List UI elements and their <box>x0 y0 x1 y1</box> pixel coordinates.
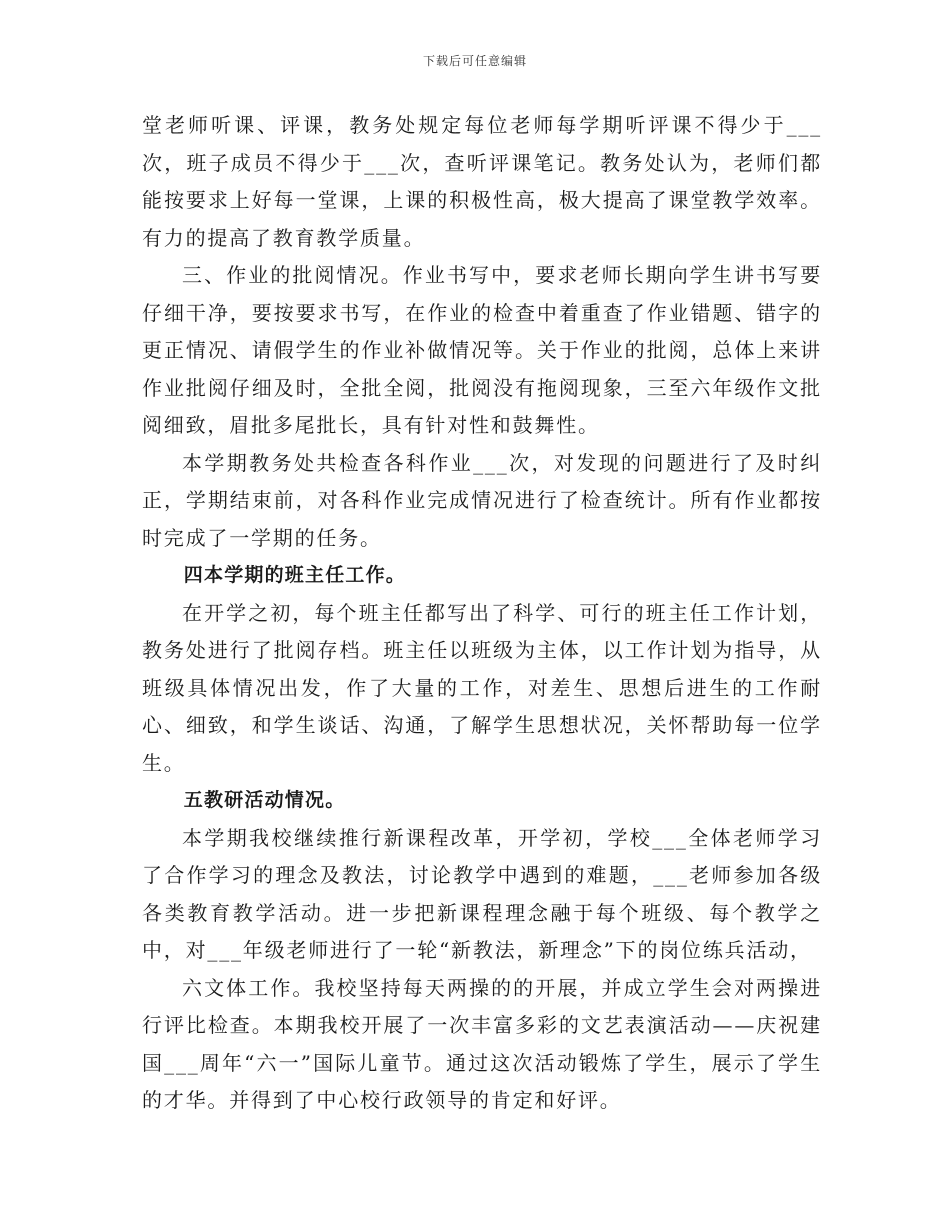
paragraph-lesson-evaluation: 堂老师听课、评课，教务处规定每位老师每学期听评课不得少于___次，班子成员不得少于___次，查听评课笔记。教务处认为，老师们都能按要求上好每一堂课，上课的积极性高，极大提高了课堂教学效率。有力的提高了教育教学质量。 <box>142 113 822 250</box>
section-heading-class-teacher: 四本学期的班主任工作。 <box>183 564 406 586</box>
document-body <box>142 107 822 1120</box>
paragraph-class-teacher-work: 在开学之初，每个班主任都写出了科学、可行的班主任工作计划，教务处进行了批阅存档。班主任以班级为主体，以工作计划为指导，从班级具体情况出发，作了大量的工作，对差生、思想后进生的工作耐心、细致，和学生谈话、沟通，了解学生思想状况，关怀帮助每一位学生。 <box>142 600 822 775</box>
page-header: 下载后可任意编辑 <box>422 54 527 68</box>
section-heading-teaching-research: 五教研活动情况。 <box>183 789 346 811</box>
paragraph-teaching-research: 本学期我校继续推行新课程改革，开学初，学校___全体老师学习了合作学习的理念及教法，讨论教学中遇到的难题，___老师参加各级各类教育教学活动。进一步把新课程理念融于每个班级、每个教学之中，对___年级老师进行了一轮“新教法，新理念”下的岗位练兵活动， <box>142 825 822 962</box>
paragraph-homework-checks: 本学期教务处共检查各科作业___次，对发现的问题进行了及时纠正，学期结束前，对各科作业完成情况进行了检查统计。所有作业都按时完成了一学期的任务。 <box>142 450 822 550</box>
paragraph-homework-marking: 三、作业的批阅情况。作业书写中，要求老师长期向学生讲书写要仔细干净，要按要求书写，在作业的检查中着重查了作业错题、错字的更正情况、请假学生的作业补做情况等。关于作业的批阅，总体上来讲作业批阅仔细及时，全批全阅，批阅没有拖阅现象，三至六年级作文批阅细致，眉批多尾批长，具有针对性和鼓舞性。 <box>142 263 822 437</box>
paragraph-sports-culture: 六文体工作。我校坚持每天两操的的开展，并成立学生会对两操进行评比检查。本期我校开展了一次丰富多彩的文艺表演活动——庆祝建国___周年“六一”国际儿童节。通过这次活动锻炼了学生，展示了学生的才华。并得到了中心校行政领导的肯定和好评。 <box>142 975 822 1112</box>
